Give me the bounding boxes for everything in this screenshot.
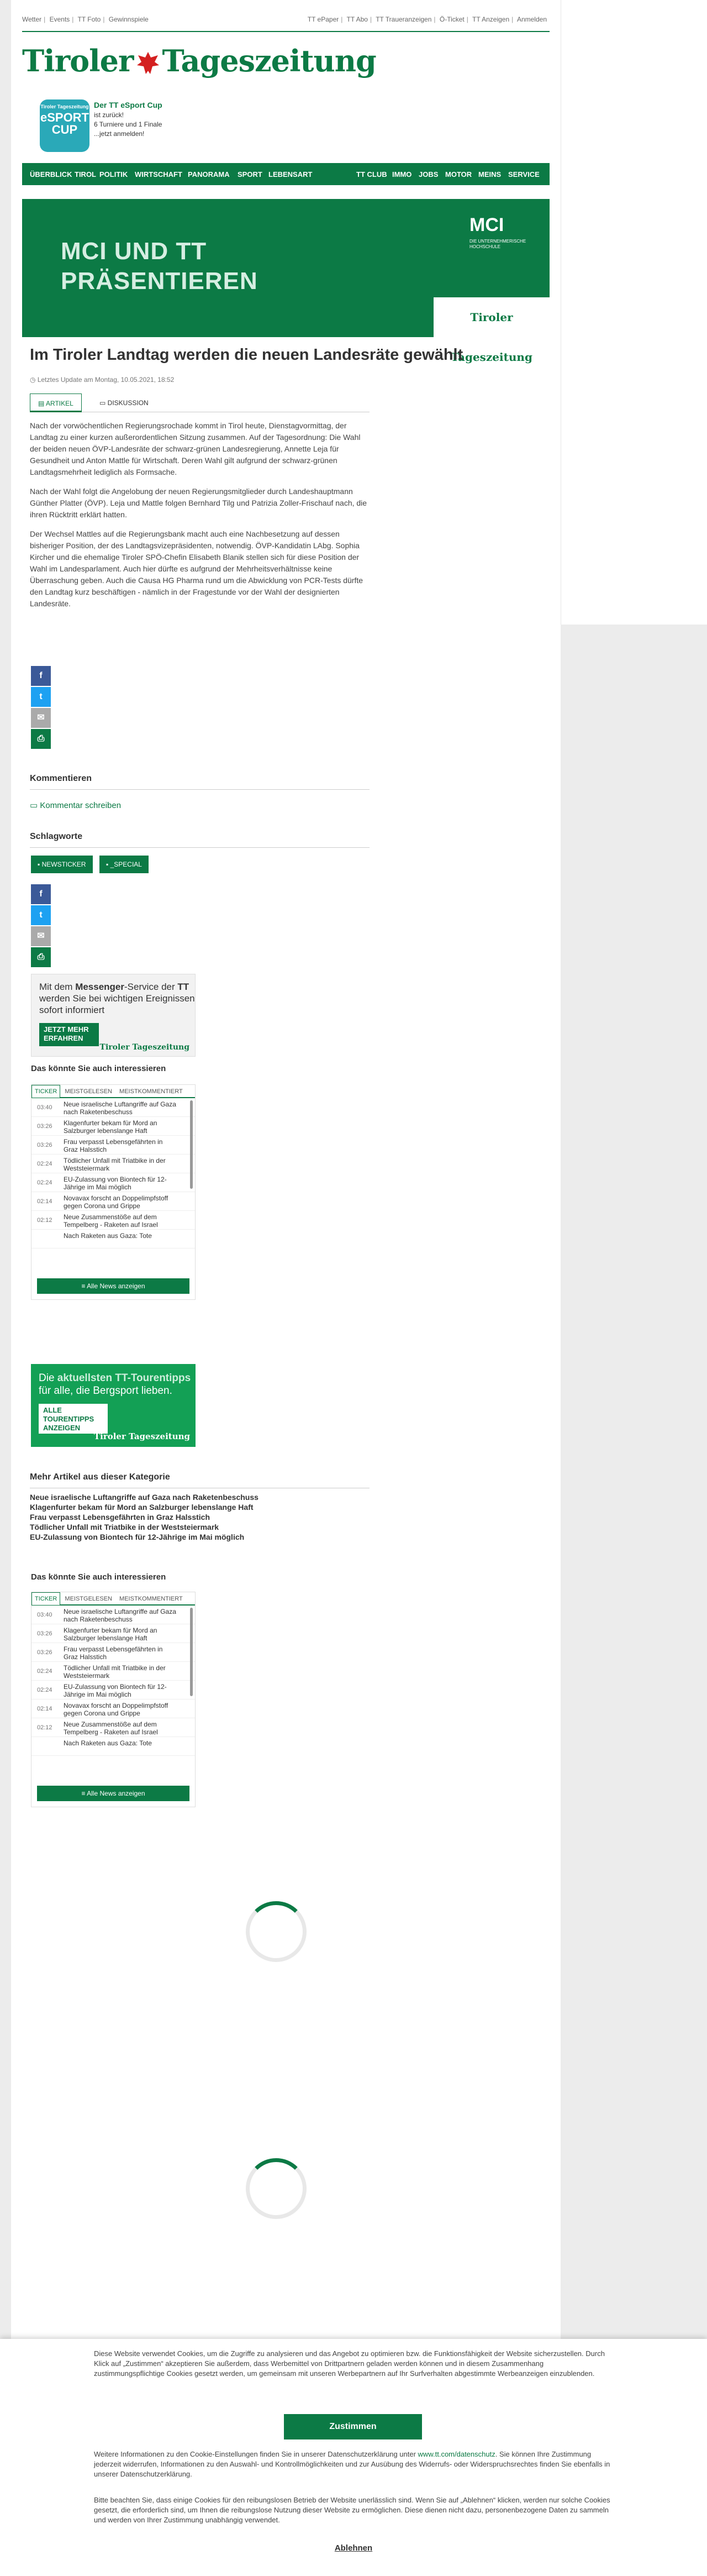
write-comment-label: Kommentar schreiben bbox=[40, 801, 122, 810]
ticker-time: 02:12 bbox=[37, 1217, 52, 1224]
mail-share-icon[interactable]: ✉ bbox=[31, 926, 51, 946]
tab-diskussion-label: DISKUSSION bbox=[107, 399, 149, 407]
promo-title: Der TT eSport Cup bbox=[94, 101, 162, 109]
main-shell bbox=[11, 0, 561, 2343]
nav-sport[interactable]: SPORT bbox=[238, 170, 262, 179]
ticker-item[interactable] bbox=[31, 1117, 195, 1136]
article-paragraph: Nach der vorwöchentlichen Regierungsrochade kommt in Tirol heute, Dienstagvormittag, der Landtag zu einer kurzen außerordentlichen Sitzung zusammen. Auf der Tagesordnung: Die Wahl der beiden neuen ÖVP-Landesräte der schwarz-grünen Landesregierung, Annette Leja für Gesundheit und Anton Mattle für Wirtschaft. Deren Wahl gilt aufgrund der schwarz-grünen Landtagsmehrheit lediglich als Formsache. bbox=[30, 421, 361, 476]
utility-links-left: Wetter | Events | TT Foto | Gewinnspiele bbox=[22, 15, 149, 23]
ticker-time: 03:40 bbox=[37, 1104, 52, 1111]
ticker-text: Neue israelische Luftangriffe auf Gaza nach Raketenbeschuss bbox=[64, 1100, 176, 1116]
ticker-item[interactable] bbox=[31, 1643, 195, 1662]
list-icon: ≡ bbox=[81, 1282, 87, 1290]
more-article-link[interactable]: Neue israelische Luftangriffe auf Gaza nach Raketenbeschuss bbox=[30, 1493, 258, 1502]
ticker-text: Frau verpasst Lebensgefährten in Graz Halsstich bbox=[64, 1645, 163, 1661]
mail-share-icon[interactable]: ✉ bbox=[31, 708, 51, 728]
comment-icon: ▭ bbox=[30, 801, 40, 810]
facebook-share-icon[interactable]: f bbox=[31, 884, 51, 904]
facebook-share-icon[interactable]: f bbox=[31, 666, 51, 686]
messenger-promo[interactable] bbox=[31, 974, 196, 1057]
tag-special[interactable] bbox=[99, 856, 149, 873]
news-ticker-box bbox=[31, 1592, 196, 1807]
ticker-tabs bbox=[31, 1085, 195, 1098]
ticker-text: Tödlicher Unfall mit Triatbike in der Weststeiermark bbox=[64, 1157, 166, 1172]
nav-motor[interactable]: MOTOR bbox=[445, 170, 472, 179]
nav-jobs[interactable]: JOBS bbox=[419, 170, 439, 179]
eagle-icon bbox=[136, 50, 160, 77]
all-news-button[interactable] bbox=[37, 1278, 189, 1294]
comments-heading: Kommentieren bbox=[30, 774, 370, 790]
promo-text bbox=[94, 101, 162, 139]
more-article-link[interactable]: Klagenfurter bekam für Mord an Salzburger lebenslange Haft bbox=[30, 1503, 254, 1512]
login-link[interactable]: Anmelden bbox=[516, 15, 547, 23]
link-events[interactable]: Events bbox=[49, 15, 70, 23]
tab-artikel[interactable] bbox=[30, 394, 82, 412]
reject-cookies-button[interactable]: Ablehnen bbox=[334, 2543, 373, 2553]
ad-headline bbox=[61, 237, 258, 296]
link-wetter[interactable]: Wetter bbox=[22, 15, 42, 23]
tab-meistgelesen[interactable]: MEISTGELESEN bbox=[65, 1596, 112, 1602]
tag-special-label: _SPECIAL bbox=[110, 861, 142, 868]
article-date: Letztes Update am Montag, 10.05.2021, 18:52 bbox=[37, 376, 175, 384]
link-epaper[interactable]: TT ePaper bbox=[307, 15, 339, 23]
tour-logo: Tiroler Tageszeitung bbox=[93, 1431, 190, 1441]
top-divider bbox=[22, 31, 550, 32]
ticker-item[interactable] bbox=[31, 1173, 195, 1192]
utility-links-right: TT ePaper | TT Abo | TT Traueranzeigen | Ö-Ticket | TT Anzeigen | Anmelden bbox=[307, 15, 547, 23]
ticker-item[interactable] bbox=[31, 1155, 195, 1173]
ticker-text: Klagenfurter bekam für Mord an Salzburger lebenslange Haft bbox=[64, 1119, 157, 1135]
ad-brand: MCI bbox=[469, 214, 504, 235]
more-article-link[interactable]: Tödlicher Unfall mit Triatbike in der Weststeiermark bbox=[30, 1523, 219, 1531]
logo-text-a: Tiroler bbox=[22, 43, 134, 78]
ticker-item[interactable] bbox=[31, 1230, 195, 1248]
ticker-text: Nach Raketen aus Gaza: Tote bbox=[64, 1739, 152, 1747]
loading-spinner-icon bbox=[246, 2158, 307, 2219]
interest-heading: Das könnte Sie auch interessieren bbox=[31, 1572, 166, 1582]
promo-line-2: 6 Turniere und 1 Finale bbox=[94, 120, 162, 128]
ticker-item[interactable] bbox=[31, 1136, 195, 1155]
ticker-text: Frau verpasst Lebensgefährten in Graz Halsstich bbox=[64, 1138, 163, 1153]
ticker-time: 03:26 bbox=[37, 1123, 52, 1130]
link-abo[interactable]: TT Abo bbox=[346, 15, 368, 23]
ad-brand-sub-2: HOCHSCHULE bbox=[469, 244, 501, 249]
nav-politik[interactable]: POLITIK bbox=[99, 170, 128, 179]
ticker-text: Tödlicher Unfall mit Triatbike in der Weststeiermark bbox=[64, 1664, 166, 1680]
badge-title-a: eSPORT bbox=[40, 111, 89, 124]
nav-panorama[interactable]: PANORAMA bbox=[188, 170, 230, 179]
link-traueranzeigen[interactable]: TT Traueranzeigen bbox=[376, 15, 432, 23]
badge-top-text: Tiroler Tageszeitung bbox=[40, 104, 89, 109]
ticker-text: Novavax forscht an Doppelimpfstoff gegen Corona und Grippe bbox=[64, 1194, 168, 1210]
logo-text-b: Tageszeitung bbox=[162, 43, 376, 78]
all-tourentipps-button[interactable]: ALLE TOURENTIPPS ANZEIGEN bbox=[39, 1404, 108, 1434]
cookie-text-2b: . Sie können Ihre Zustimmung jederzeit widerrufen, Informationen zu den Auswahl- und Kontrollmöglichkeiten und zur Ausübung des Widerrufs- oder Widerspruchsrechtes finden Sie ebenfalls in unserer Datenschutzerklärung. bbox=[94, 2450, 610, 2478]
nav-service[interactable]: SERVICE bbox=[508, 170, 540, 179]
clock-icon: ◷ bbox=[30, 376, 38, 384]
link-gewinnspiele[interactable]: Gewinnspiele bbox=[108, 15, 149, 23]
article-title: Im Tiroler Landtag werden die neuen Landesräte gewählt bbox=[30, 346, 463, 364]
cookie-text-3: Bitte beachten Sie, dass einige Cookies für den reibungslosen Betrieb der Website unerlässlich sind. Wenn Sie auf „Ablehnen“ klicken, werden nur solche Cookies gesetzt, die erforderlich sind, um Ihnen die reibungslose Nutzung dieser Website zu ermöglichen. Diese dienen nicht dazu, personenbezogene Daten zu sammeln und werden von Ihrer Zustimmung unabhängig verwendet. bbox=[94, 2496, 610, 2524]
article-tabs bbox=[30, 394, 370, 412]
link-oeticket[interactable]: Ö-Ticket bbox=[439, 15, 465, 23]
ticker-time: 03:26 bbox=[37, 1142, 52, 1148]
list-icon: ≡ bbox=[81, 1790, 87, 1797]
tag-newsticker-label: NEWSTICKER bbox=[41, 861, 86, 868]
tab-ticker[interactable]: TICKER bbox=[31, 1085, 60, 1098]
tags-heading: Schlagworte bbox=[30, 832, 370, 848]
cookie-text-2a: Weitere Informationen zu den Cookie-Einstellungen finden Sie in unserer Datenschutzerklärung unter bbox=[94, 2450, 418, 2458]
ticker-time: 02:24 bbox=[37, 1687, 52, 1693]
nav-wirtschaft[interactable]: WIRTSCHAFT bbox=[135, 170, 182, 179]
ticker-item[interactable] bbox=[31, 1718, 195, 1737]
loading-spinner-icon bbox=[246, 1901, 307, 1962]
tab-ticker[interactable]: TICKER bbox=[31, 1592, 60, 1605]
nav-tirol[interactable]: TIROL bbox=[75, 170, 96, 179]
tour-text-c: für alle, die Bergsport lieben. bbox=[39, 1385, 172, 1397]
main-navigation bbox=[22, 163, 550, 185]
messenger-text-e: werden Sie bei wichtigen Ereignissen sofort informiert bbox=[39, 993, 195, 1015]
tab-diskussion[interactable] bbox=[92, 394, 156, 412]
ticker-item[interactable] bbox=[31, 1681, 195, 1699]
ticker-time: 03:26 bbox=[37, 1630, 52, 1637]
ticker-text: EU-Zulassung von Biontech für 12-Jährige im Mai möglich bbox=[64, 1176, 167, 1191]
ticker-time: 02:24 bbox=[37, 1179, 52, 1186]
more-article-link[interactable]: EU-Zulassung von Biontech für 12-Jährige im Mai möglich bbox=[30, 1533, 245, 1541]
tab-meistkommentiert[interactable]: MEISTKOMMENTIERT bbox=[119, 1088, 183, 1095]
ticker-text: Neue Zusammenstöße auf dem Tempelberg - Raketen auf Israel bbox=[64, 1213, 158, 1229]
tag-newsticker[interactable] bbox=[31, 856, 93, 873]
nav-lebensart[interactable]: LEBENSART bbox=[268, 170, 313, 179]
ticker-tabs bbox=[31, 1592, 195, 1606]
share-bar bbox=[31, 666, 51, 750]
ticker-item[interactable] bbox=[31, 1699, 195, 1718]
badge-title-b: CUP bbox=[51, 123, 78, 137]
ticker-item[interactable] bbox=[31, 1624, 195, 1643]
cookie-consent-banner bbox=[0, 2339, 707, 2576]
utility-bar bbox=[11, 8, 561, 30]
promo-line-3: ...jetzt anmelden! bbox=[94, 130, 145, 138]
all-news-label: Alle News anzeigen bbox=[87, 1790, 145, 1797]
ticker-time: 02:12 bbox=[37, 1724, 52, 1731]
article-meta bbox=[30, 376, 174, 384]
ad-brand-sub bbox=[469, 239, 526, 250]
ticker-item[interactable] bbox=[31, 1192, 195, 1211]
ticker-text: Klagenfurter bekam für Mord an Salzburger lebenslange Haft bbox=[64, 1627, 157, 1642]
ticker-item[interactable] bbox=[31, 1211, 195, 1230]
ad-brand-sub-1: DIE UNTERNEHMERISCHE bbox=[469, 239, 526, 244]
ticker-text: Neue Zusammenstöße auf dem Tempelberg - Raketen auf Israel bbox=[64, 1720, 158, 1736]
nav-ueberblick[interactable]: ÜBERBLICK bbox=[30, 170, 72, 179]
interest-heading: Das könnte Sie auch interessieren bbox=[31, 1064, 166, 1073]
tourentipps-promo[interactable] bbox=[31, 1364, 196, 1447]
ticker-item[interactable] bbox=[31, 1737, 195, 1756]
ticker-time: 03:26 bbox=[37, 1649, 52, 1656]
news-ticker-box bbox=[31, 1084, 196, 1300]
ticker-time: 03:40 bbox=[37, 1612, 52, 1618]
promo-line-1: ist zurück! bbox=[94, 111, 124, 119]
more-articles-heading: Mehr Artikel aus dieser Kategorie bbox=[30, 1472, 370, 1488]
article-icon: ▤ bbox=[38, 400, 46, 407]
ticker-item[interactable] bbox=[31, 1606, 195, 1624]
esport-cup-promo[interactable] bbox=[33, 94, 166, 158]
ticker-time: 02:24 bbox=[37, 1668, 52, 1675]
ad-headline-1: MCI UND TT bbox=[61, 238, 207, 265]
messenger-more-button[interactable]: JETZT MEHR ERFAHREN bbox=[39, 1023, 99, 1046]
messenger-text-d: TT bbox=[177, 982, 189, 992]
accept-cookies-button[interactable]: Zustimmen bbox=[284, 2414, 422, 2439]
ticker-time: 02:14 bbox=[37, 1706, 52, 1712]
twitter-share-icon[interactable]: t bbox=[31, 905, 51, 925]
nav-meins[interactable]: MEINS bbox=[478, 170, 502, 179]
ticker-scrollbar[interactable] bbox=[190, 1100, 193, 1189]
messenger-logo: Tiroler Tageszeitung bbox=[99, 1043, 189, 1052]
messenger-text-c: -Service der bbox=[124, 982, 178, 992]
cookie-text-1: Diese Website verwendet Cookies, um die Zugriffe zu analysieren und das Angebot zu optimieren bzw. die Funktionsfähigkeit der Website sicherzustellen. Durch Klick auf „Zustimmen“ akzeptieren Sie außerdem, dass Werbemittel von Drittpartnern geladen werden können und in diesem Zusammenhang zustimmungspflichtige Cookies gesetzt werden, um gemeinsam mit unseren Werbepartnern auf Ihr Surfverhalten abgestimmte Werbeanzeigen einzublenden. bbox=[94, 2349, 605, 2378]
messenger-text-b: Messenger bbox=[75, 982, 125, 992]
link-tt-foto[interactable]: TT Foto bbox=[77, 15, 101, 23]
cookie-text-2 bbox=[94, 2449, 613, 2479]
ticker-time: 02:24 bbox=[37, 1161, 52, 1167]
ad-logo: Tiroler Tageszeitung bbox=[434, 297, 550, 337]
site-logo[interactable] bbox=[22, 43, 376, 82]
tag-icon: ▪ bbox=[38, 861, 42, 868]
more-article-link[interactable]: Frau verpasst Lebensgefährten in Graz Halsstich bbox=[30, 1513, 210, 1522]
ticker-text: Nach Raketen aus Gaza: Tote bbox=[64, 1232, 152, 1240]
nav-tt-club[interactable]: TT CLUB bbox=[356, 170, 387, 179]
privacy-link[interactable]: www.tt.com/datenschutz bbox=[418, 2450, 495, 2458]
all-news-label: Alle News anzeigen bbox=[87, 1282, 145, 1290]
ticker-time: 02:14 bbox=[37, 1198, 52, 1205]
ticker-text: Novavax forscht an Doppelimpfstoff gegen Corona und Grippe bbox=[64, 1702, 168, 1717]
tab-meistgelesen[interactable]: MEISTGELESEN bbox=[65, 1088, 112, 1095]
nav-immo[interactable]: IMMO bbox=[392, 170, 412, 179]
article-paragraph: Nach der Wahl folgt die Angelobung der neuen Regierungsmitglieder durch Landeshauptmann Günther Platter (ÖVP). Leja und Mattle folgen Bernhard Tilg und Patrizia Zoller-Frischauf nach, die ihren Rücktritt erklärt hatten. bbox=[30, 487, 367, 519]
esport-cup-badge bbox=[40, 99, 89, 152]
article-body bbox=[30, 420, 370, 617]
ad-headline-2: PRÄSENTIEREN bbox=[61, 267, 258, 295]
print-icon[interactable]: ⎙ bbox=[31, 947, 51, 967]
tour-text bbox=[39, 1372, 196, 1397]
tab-meistkommentiert[interactable]: MEISTKOMMENTIERT bbox=[119, 1596, 183, 1602]
ticker-text: EU-Zulassung von Biontech für 12-Jährige im Mai möglich bbox=[64, 1683, 167, 1698]
messenger-text-a: Mit dem bbox=[39, 982, 76, 992]
comment-icon: ▭ bbox=[99, 399, 108, 407]
link-anzeigen[interactable]: TT Anzeigen bbox=[472, 15, 510, 23]
article-paragraph: Der Wechsel Mattles auf die Regierungsbank macht auch eine Nachbesetzung auf dessen bisheriger Position, der des Landtagsvizepräsidenten, notwendig. ÖVP-Kandidatin LAbg. Sophia Kircher und die ehemalige Tiroler SPÖ-Chefin Elisabeth Blanik stellen sich für diese Position der Wahl im Landesparlament. Auch hier dürfte es aufgrund der Mehrheitsverhältnisse keine Überraschung geben. Auch die Causa HG Pharma rund um die Abwicklung von PCR-Tests dürfte den Landtag kurz beschäftigen - nämlich in der Fragestunde vor der Wahl der designierten Landesräte. bbox=[30, 529, 363, 608]
all-news-button[interactable] bbox=[37, 1786, 189, 1801]
more-articles-list bbox=[30, 1492, 258, 1542]
tab-artikel-label: ARTIKEL bbox=[46, 400, 73, 407]
share-bar-bottom bbox=[31, 884, 51, 968]
ticker-text: Neue israelische Luftangriffe auf Gaza nach Raketenbeschuss bbox=[64, 1608, 176, 1623]
print-icon[interactable]: ⎙ bbox=[31, 729, 51, 749]
ticker-scrollbar[interactable] bbox=[190, 1608, 193, 1696]
write-comment-link[interactable] bbox=[30, 800, 121, 810]
ticker-item[interactable] bbox=[31, 1098, 195, 1117]
tour-text-b: aktuellsten TT-Tourentipps bbox=[57, 1372, 191, 1384]
ticker-item[interactable] bbox=[31, 1662, 195, 1681]
twitter-share-icon[interactable]: t bbox=[31, 687, 51, 707]
right-sidebar bbox=[561, 0, 707, 625]
messenger-text bbox=[39, 981, 195, 1016]
tour-text-a: Die bbox=[39, 1372, 57, 1384]
tag-icon: ▪ bbox=[106, 861, 110, 868]
